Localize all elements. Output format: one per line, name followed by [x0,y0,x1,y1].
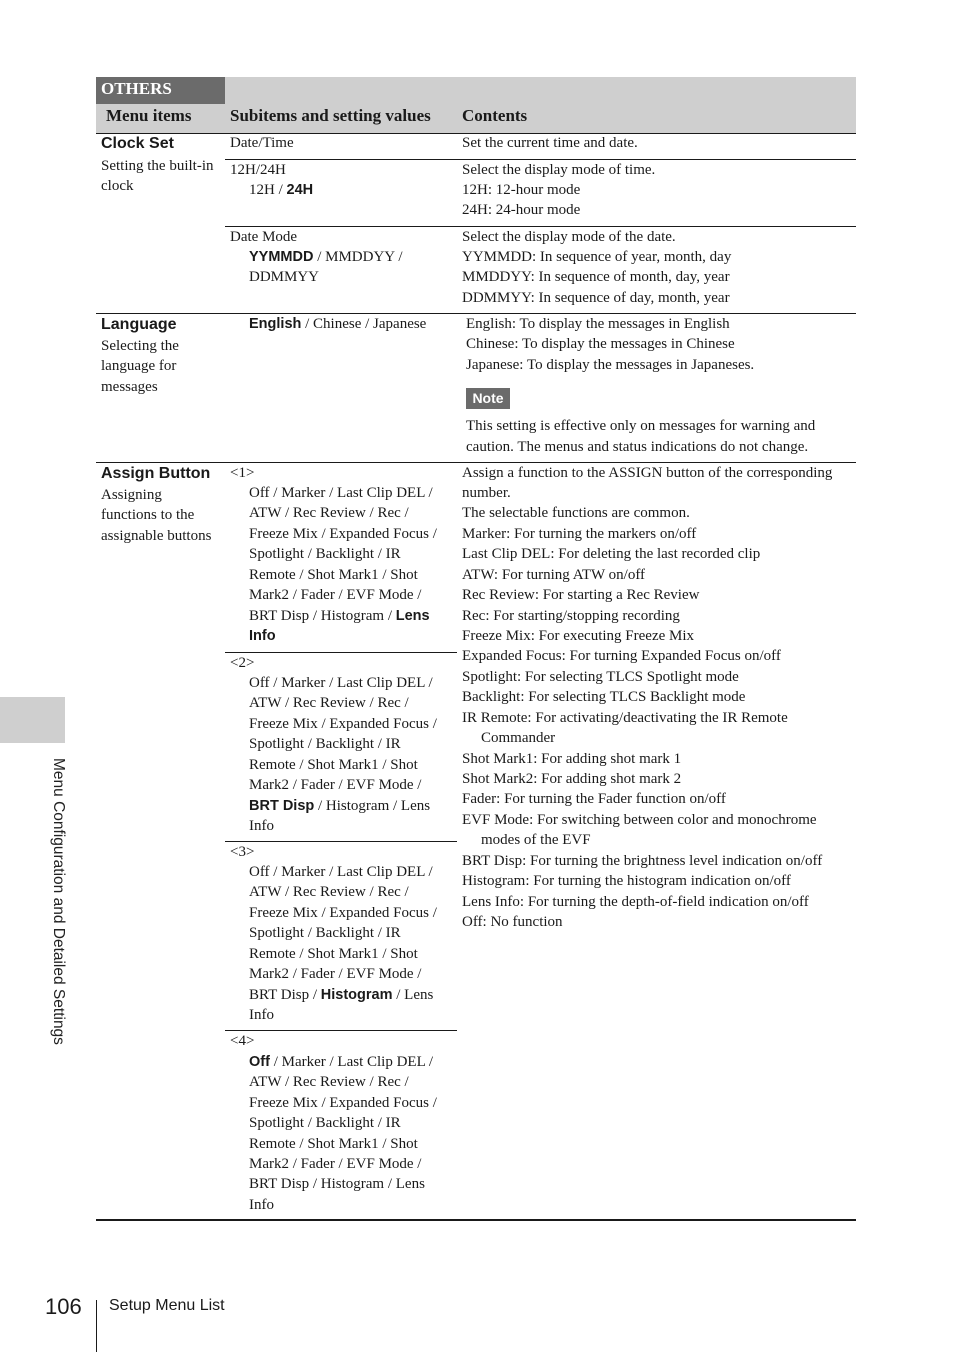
assign-contents-line: Assign a function to the ASSIGN button of the corresponding [462,465,833,481]
assign-4-option-line: Spotlight / Backlight / IR [249,1115,401,1131]
assign-contents-line: BRT Disp: For turning the brightness level indication on/off [462,853,823,869]
column-header-contents: Contents [462,106,528,125]
assign-button-title: Assign Button [101,465,211,482]
language-contents: Chinese: To display the messages in Chinese [466,336,735,352]
clock-set-title: Clock Set [101,135,174,152]
assign-4-label: <4> [230,1033,255,1049]
column-header-subitems: Subitems and setting values [230,106,431,125]
assign-2-option-line: Mark2 / Fader / EVF Mode / [249,777,422,793]
assign-1-option-line: ATW / Rec Review / Rec / [249,505,409,521]
date-time-label: Date/Time [230,135,294,151]
column-header-menu-items: Menu items [106,106,192,125]
assign-4-option-line: BRT Disp / Histogram / Lens [249,1176,425,1192]
assign-contents-line: Fader: For turning the Fader function on/off [462,791,726,807]
row-rule [225,1030,457,1031]
language-desc: language for [101,358,177,374]
assign-1-option-line: Info [249,628,276,644]
date-mode-contents: Select the display mode of the date. [462,229,676,245]
table-bottom-rule [96,1219,856,1221]
assign-1-option-line: BRT Disp / Histogram / Lens [249,608,430,624]
language-desc: messages [101,379,158,395]
language-desc: Selecting the [101,338,179,354]
assign-3-option-line: BRT Disp / Histogram / Lens [249,987,434,1003]
assign-1-label: <1> [230,465,255,481]
clock-set-desc: clock [101,178,134,194]
date-mode-contents: DDMMYY: In sequence of day, month, year [462,290,730,306]
assign-1-option-line: Mark2 / Fader / EVF Mode / [249,587,422,603]
assign-2-option-line: Spotlight / Backlight / IR [249,736,401,752]
assign-contents-line: number. [462,485,511,501]
assign-1-option-line: Off / Marker / Last Clip DEL / [249,485,433,501]
language-title: Language [101,316,177,333]
assign-contents-line: Shot Mark2: For adding shot mark 2 [462,771,682,787]
assign-4-option-line: Remote / Shot Mark1 / Shot [249,1136,418,1152]
assign-4-option-line: ATW / Rec Review / Rec / [249,1074,409,1090]
row-rule [225,652,457,653]
date-time-contents: Set the current time and date. [462,135,638,151]
footer-divider [96,1300,97,1352]
assign-contents-line: ATW: For turning ATW on/off [462,567,646,583]
footer-section-title: Setup Menu List [109,1297,225,1314]
assign-3-option-line: ATW / Rec Review / Rec / [249,884,409,900]
assign-contents-line: Rec: For starting/stopping recording [462,608,680,624]
date-mode-contents: MMDDYY: In sequence of month, day, year [462,269,730,285]
assign-contents-line: Shot Mark1: For adding shot mark 1 [462,751,682,767]
date-mode-label: Date Mode [230,229,298,245]
assign-3-option-line: Info [249,1007,274,1023]
assign-1-option-line: Freeze Mix / Expanded Focus / [249,526,437,542]
page-number: 106 [45,1294,82,1319]
12h-24h-label: 12H/24H [230,162,286,178]
note-badge: Note [466,388,510,409]
assign-contents-line: Spotlight: For selecting TLCS Spotlight mode [462,669,739,685]
assign-4-option-line: Freeze Mix / Expanded Focus / [249,1095,437,1111]
assign-4-option-line: Off / Marker / Last Clip DEL / [249,1054,434,1070]
chapter-tab [0,697,65,743]
assign-button-desc: Assigning [101,487,162,503]
section-tab-label: OTHERS [101,79,172,98]
row-rule [225,841,457,842]
assign-2-label: <2> [230,655,255,671]
assign-1-option-line: Remote / Shot Mark1 / Shot [249,567,418,583]
12h-24h-contents: 12H: 12-hour mode [462,182,581,198]
note-text: This setting is effective only on messages for warning and [466,418,816,434]
assign-contents-line: Marker: For turning the markers on/off [462,526,697,542]
language-contents: Japanese: To display the messages in Japaneses. [466,357,755,373]
assign-button-desc: assignable buttons [101,528,212,544]
assign-3-option-line: Spotlight / Backlight / IR [249,925,401,941]
assign-2-option-line: Remote / Shot Mark1 / Shot [249,757,418,773]
assign-3-option-line: Off / Marker / Last Clip DEL / [249,864,433,880]
assign-contents-line: Expanded Focus: For turning Expanded Focus on/off [462,648,781,664]
language-options: English / Chinese / Japanese [249,316,427,332]
assign-2-option-line: Off / Marker / Last Clip DEL / [249,675,433,691]
assign-3-option-line: Mark2 / Fader / EVF Mode / [249,966,422,982]
note-text: caution. The menus and status indications do not change. [466,439,809,455]
assign-2-option-line: ATW / Rec Review / Rec / [249,695,409,711]
assign-contents-line: Histogram: For turning the histogram indication on/off [462,873,791,889]
assign-contents-line: modes of the EVF [481,832,591,848]
language-contents: English: To display the messages in English [466,316,730,332]
assign-3-option-line: Remote / Shot Mark1 / Shot [249,946,418,962]
assign-contents-line: Lens Info: For turning the depth-of-field indication on/off [462,894,809,910]
chapter-side-label: Menu Configuration and Detailed Settings [50,758,67,1045]
12h-24h-options: 12H / 24H [249,182,314,198]
assign-contents-line: Rec Review: For starting a Rec Review [462,587,700,603]
assign-contents-line: EVF Mode: For switching between color and monochrome [462,812,817,828]
assign-contents-line: IR Remote: For activating/deactivating the IR Remote [462,710,788,726]
assign-button-desc: functions to the [101,507,195,523]
12h-24h-contents: 24H: 24-hour mode [462,202,581,218]
assign-contents-line: Freeze Mix: For executing Freeze Mix [462,628,695,644]
date-mode-contents: YYMMDD: In sequence of year, month, day [462,249,732,265]
date-mode-options: DDMMYY [249,269,320,285]
12h-24h-contents: Select the display mode of time. [462,162,656,178]
assign-3-label: <3> [230,844,255,860]
clock-set-desc: Setting the built-in [101,158,214,174]
date-mode-options: YYMMDD / MMDDYY / [249,249,403,265]
assign-contents-line: The selectable functions are common. [462,505,690,521]
assign-3-option-line: Freeze Mix / Expanded Focus / [249,905,437,921]
assign-4-option-line: Mark2 / Fader / EVF Mode / [249,1156,422,1172]
assign-2-option-line: BRT Disp / Histogram / Lens [249,798,431,814]
assign-contents-line: Backlight: For selecting TLCS Backlight mode [462,689,746,705]
assign-2-option-line: Freeze Mix / Expanded Focus / [249,716,437,732]
assign-1-option-line: Spotlight / Backlight / IR [249,546,401,562]
assign-contents-line: Commander [481,730,556,746]
assign-4-option-line: Info [249,1197,274,1213]
assign-contents-line: Off: No function [462,914,563,930]
assign-2-option-line: Info [249,818,274,834]
assign-contents-line: Last Clip DEL: For deleting the last recorded clip [462,546,761,562]
